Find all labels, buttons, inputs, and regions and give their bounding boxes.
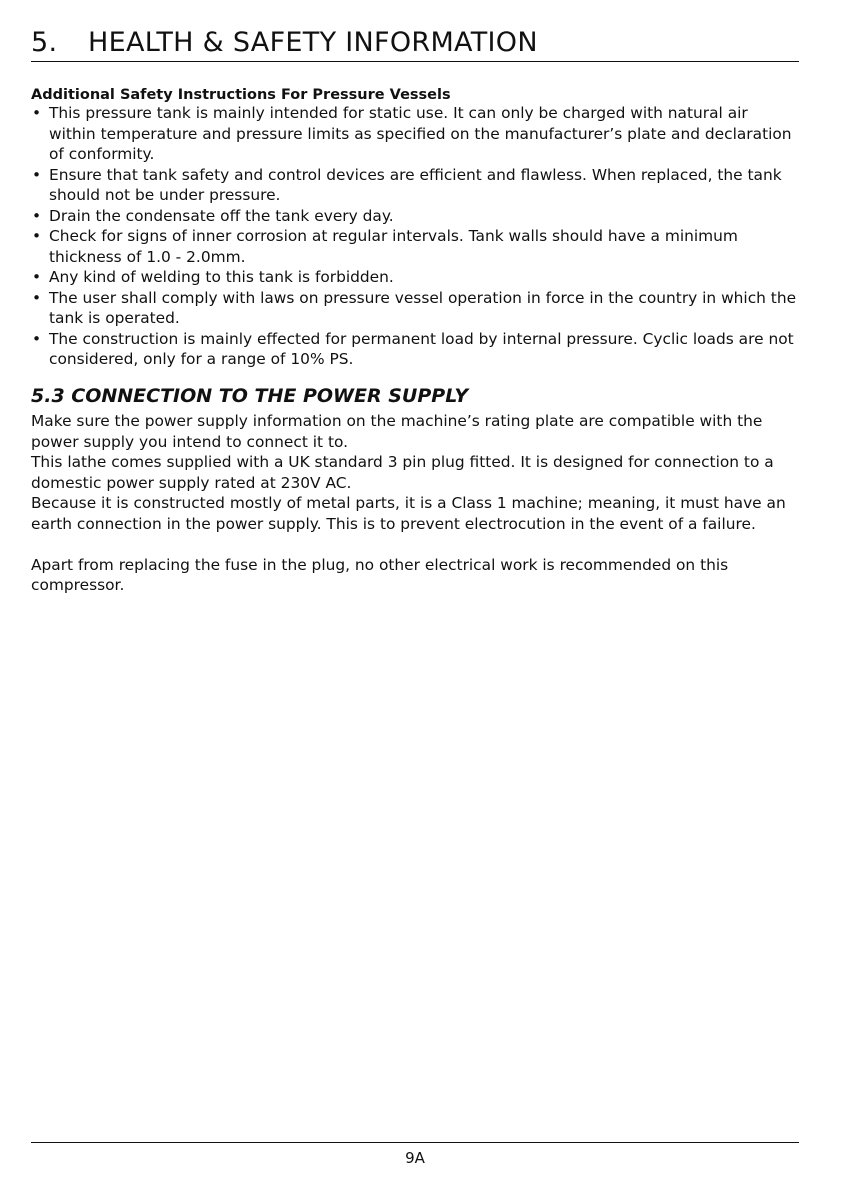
paragraph: This lathe comes supplied with a UK standard 3 pin plug fitted. It is designed for connection to a domestic power supply rated at 230V AC. — [31, 453, 774, 492]
bullet-icon: • — [32, 104, 42, 122]
list-item — [31, 103, 799, 165]
bullet-icon: • — [32, 227, 42, 245]
bullet-icon: • — [32, 206, 42, 225]
list-item-text: This pressure tank is mainly intended for static use. It can only be charged with natural air within temperature and pressure limits as specified on the manufacturer’s plate and declaration of conformity. — [49, 104, 792, 163]
bullet-icon: • — [32, 329, 42, 348]
section-title: HEALTH & SAFETY INFORMATION — [88, 27, 538, 58]
page-header — [31, 24, 799, 62]
footer-rule — [31, 1142, 799, 1143]
power-supply-heading: 5.3 CONNECTION TO THE POWER SUPPLY — [31, 385, 469, 407]
list-item — [31, 206, 799, 227]
paragraph: Apart from replacing the fuse in the plug, no other electrical work is recommended on this compressor. — [31, 555, 729, 594]
list-item — [31, 267, 799, 288]
page-number: 9A — [405, 1149, 425, 1167]
list-item-text: The construction is mainly effected for permanent load by internal pressure. Cyclic loads are not considered, only for a range of 10% PS. — [49, 329, 794, 368]
paragraph: Make sure the power supply information on the machine’s rating plate are compatible with the power supply you intend to connect it to. — [31, 412, 763, 451]
list-item-text: Any kind of welding to this tank is forbidden. — [49, 268, 394, 286]
bullet-icon: • — [32, 165, 42, 184]
bullet-icon: • — [32, 268, 42, 286]
list-item — [31, 329, 799, 370]
pressure-vessels-list — [31, 103, 799, 370]
paragraph: Because it is constructed mostly of metal parts, it is a Class 1 machine; meaning, it must have an earth connection in the power supply. This is to prevent electrocution in the event of a failure. — [31, 494, 786, 533]
list-item-text: The user shall comply with laws on pressure vessel operation in force in the country in which the tank is operated. — [49, 288, 797, 327]
bullet-icon: • — [32, 288, 42, 307]
list-item-text: Ensure that tank safety and control devices are efficient and flawless. When replaced, the tank should not be under pressure. — [49, 165, 782, 204]
list-item — [31, 226, 799, 267]
pressure-vessels-heading: Additional Safety Instructions For Pressure Vessels — [31, 87, 451, 103]
section-number: 5. — [31, 27, 58, 58]
list-item-text: Drain the condensate off the tank every day. — [49, 206, 394, 225]
list-item — [31, 165, 799, 206]
manual-page — [31, 0, 799, 1191]
list-item-text: Check for signs of inner corrosion at regular intervals. Tank walls should have a minimum thickness of 1.0 - 2.0mm. — [49, 227, 738, 266]
power-supply-body — [31, 411, 799, 596]
list-item — [31, 288, 799, 329]
